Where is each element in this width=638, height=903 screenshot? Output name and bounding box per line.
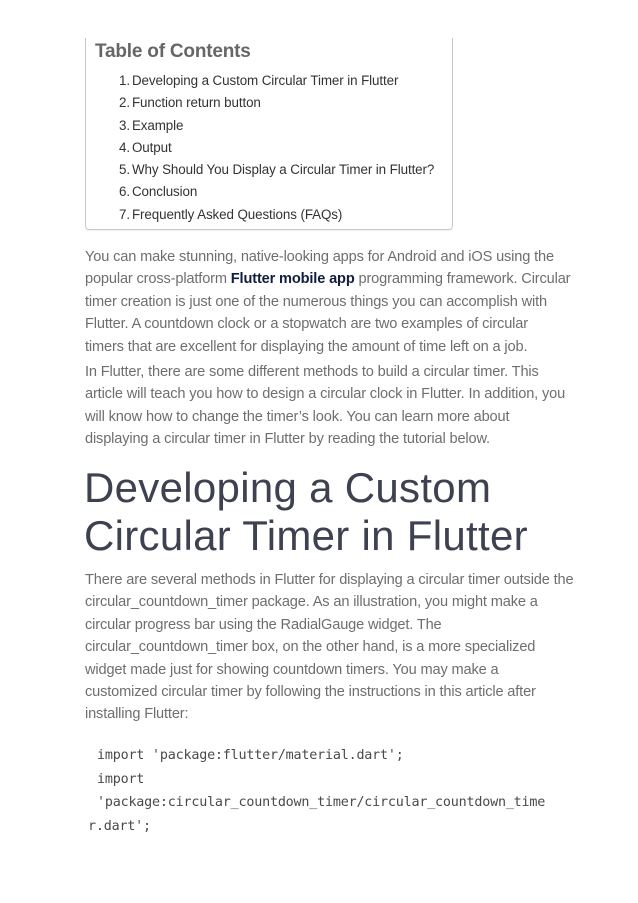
toc-item-label[interactable]: Why Should You Display a Circular Timer in Flutter? — [131, 162, 435, 178]
toc-item-number: 3. — [119, 117, 130, 133]
toc-item-faqs[interactable] — [119, 204, 434, 226]
toc-list — [119, 70, 434, 226]
code-line: r.dart'; — [88, 818, 151, 834]
paragraph-line: will know how to change the timer’s look. You can learn more about — [85, 408, 510, 425]
heading-line: Developing a Custom — [84, 464, 492, 511]
code-line: 'package:circular_countdown_timer/circular_countdown_time — [97, 795, 546, 810]
toc-item-conclusion[interactable] — [119, 181, 434, 203]
toc-item-developing-custom-timer[interactable] — [119, 70, 434, 92]
toc-item-example[interactable] — [119, 115, 434, 137]
methods-paragraph — [85, 361, 585, 451]
code-line: import — [97, 771, 145, 787]
paragraph-line: customized circular timer by following the instructions in this article after — [85, 684, 536, 701]
timer-methods-paragraph — [85, 569, 585, 726]
table-of-contents — [85, 38, 453, 230]
paragraph-line: Flutter. A countdown clock or a stopwatch are two examples of circular — [85, 316, 528, 333]
toc-item-label[interactable]: Frequently Asked Questions (FAQs) — [131, 206, 343, 222]
toc-item-number: 4. — [119, 139, 130, 155]
toc-item-number: 1. — [119, 73, 130, 88]
toc-item-label[interactable]: Conclusion — [131, 184, 198, 200]
paragraph-line: circular progress bar using the RadialGauge widget. The — [85, 616, 442, 633]
paragraph-line: circular_countdown_timer package. As an illustration, you might make a — [85, 594, 538, 611]
toc-item-function-return-button[interactable] — [119, 92, 434, 114]
paragraph-text: programming framework. Circular — [354, 271, 571, 288]
paragraph-line: In Flutter, there are some different methods to build a circular timer. This — [85, 364, 539, 380]
toc-item-number: 2. — [119, 95, 130, 111]
paragraph-text: popular cross-platform — [85, 271, 231, 288]
toc-title: Table of Contents — [95, 41, 251, 62]
heading-line: Circular Timer in Flutter — [84, 512, 528, 559]
paragraph-line — [85, 268, 585, 290]
toc-item-number: 7. — [119, 206, 130, 222]
toc-item-label[interactable]: Output — [131, 139, 172, 155]
paragraph-line: timers that are excellent for displaying the amount of time left on a job. — [85, 338, 528, 355]
toc-item-label[interactable]: Developing a Custom Circular Timer in Flutter — [131, 73, 399, 88]
paragraph-line: article will teach you how to design a circular clock in Flutter. In addition, you — [85, 386, 566, 403]
toc-item-number: 5. — [119, 162, 130, 178]
toc-item-number: 6. — [119, 184, 130, 200]
paragraph-line: widget made just for showing countdown timers. You may make a — [85, 661, 499, 678]
toc-item-label[interactable]: Example — [131, 117, 184, 133]
paragraph-line: You can make stunning, native-looking apps for Android and iOS using the — [85, 249, 554, 265]
paragraph-line: circular_countdown_timer box, on the other hand, is a more specialized — [85, 639, 536, 656]
flutter-mobile-app-link[interactable]: Flutter mobile app — [230, 271, 355, 288]
toc-item-label[interactable]: Function return button — [131, 95, 261, 111]
paragraph-line: There are several methods in Flutter for displaying a circular timer outside the — [85, 572, 574, 588]
intro-paragraph — [85, 246, 585, 358]
paragraph-line: installing Flutter: — [85, 706, 189, 723]
section-heading — [84, 464, 528, 560]
toc-item-output[interactable] — [119, 137, 434, 159]
paragraph-line: displaying a circular timer in Flutter by reading the tutorial below. — [85, 431, 490, 448]
code-block — [88, 744, 546, 838]
toc-item-why-display-timer[interactable] — [119, 159, 434, 181]
paragraph-line: timer creation is just one of the numerous things you can accomplish with — [85, 293, 547, 310]
code-line: import 'package:flutter/material.dart'; — [97, 748, 404, 763]
